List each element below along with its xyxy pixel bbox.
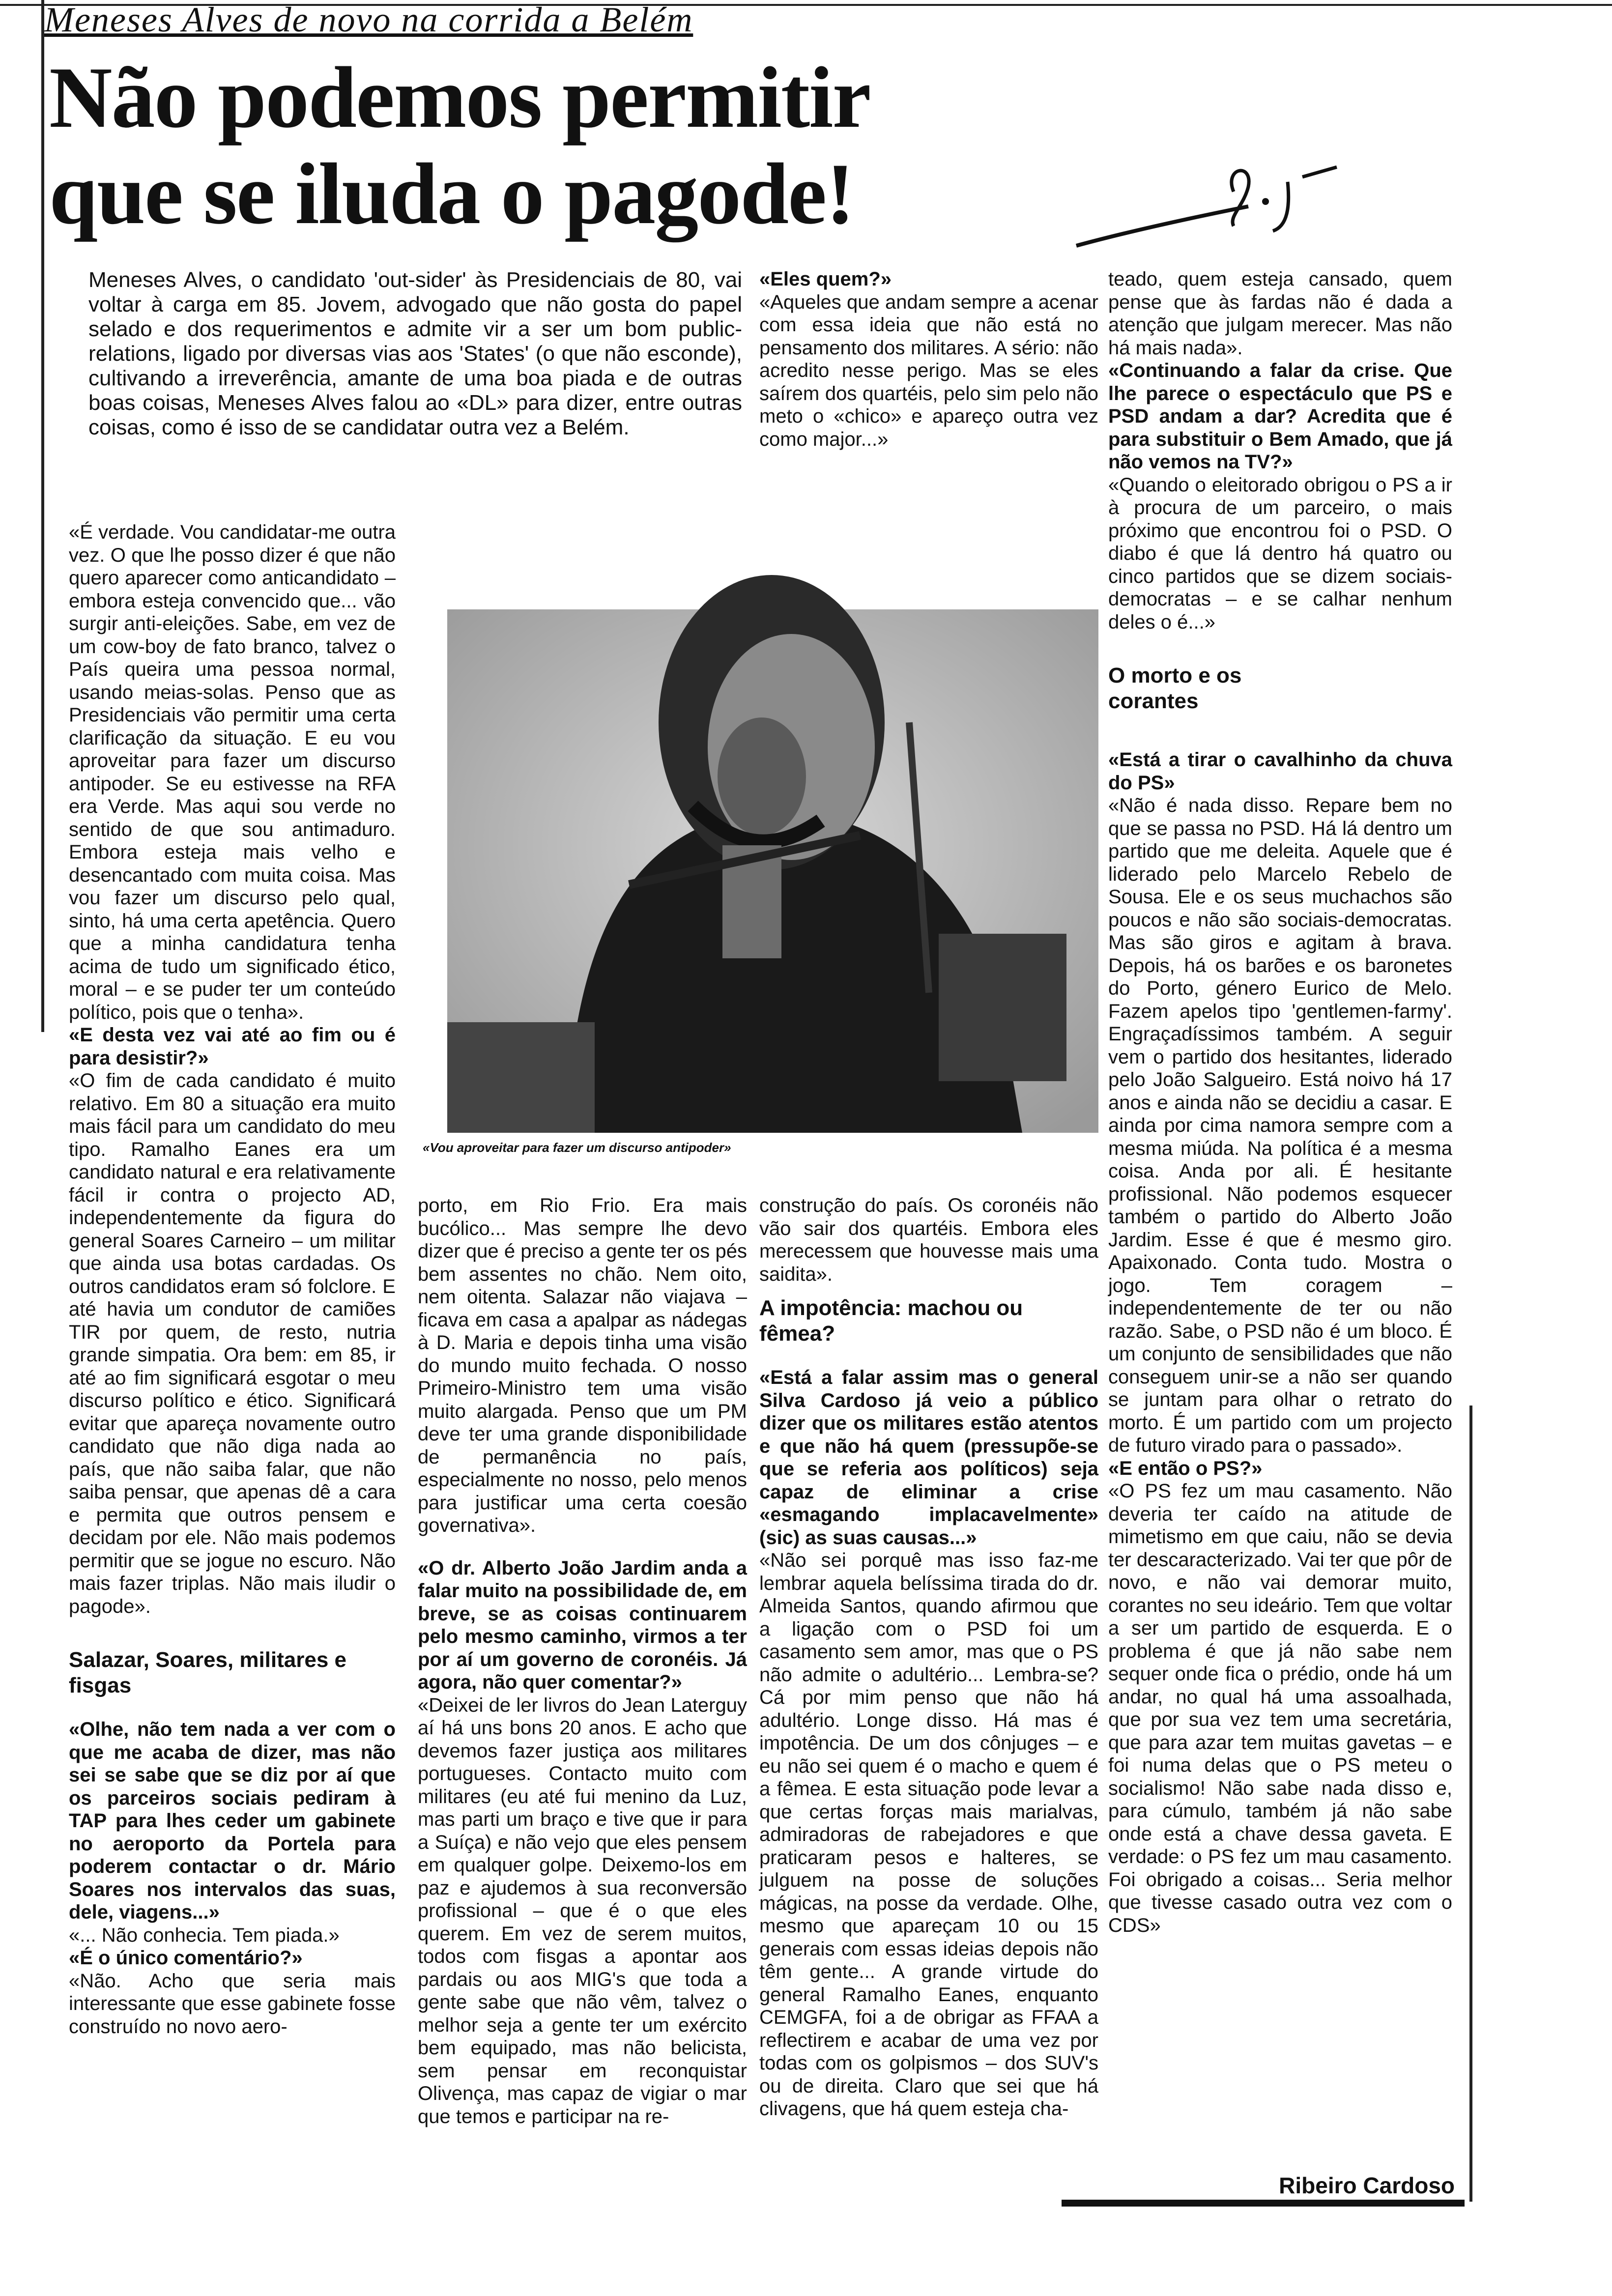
- paragraph: «Aqueles que andam sempre a acenar com essa ideia que não está no pensamento dos militares. A sério: não acredito nesse perigo. Mas se eles saírem dos quartéis, pelo sim pelo não meto o «chico» e apareço outra vez como major...»: [759, 291, 1098, 450]
- question: «Olhe, não tem nada a ver com o que me acaba de dizer, mas não sei se sabe que se diz por aí que os parceiros sociais pediram à TAP para lhes ceder um gabinete no aeroporto da Portela para poderem contactar o dr. Mário Soares nos intervalos das suas, dele, viagens...»: [69, 1719, 396, 1923]
- column-1: [69, 521, 396, 2038]
- paragraph: construção do país. Os coronéis não vão sair dos quartéis. Embora eles merecessem que houvesse mais uma saidita».: [759, 1195, 1098, 1285]
- headline-line-2: que se iluda o pagode!: [49, 145, 854, 242]
- left-rule: [41, 0, 44, 1032]
- column-4: [1108, 268, 1452, 1937]
- paragraph: porto, em Rio Frio. Era mais bucólico... Mas sempre lhe devo dizer que é preciso a gente ter os pés bem assentes no chão. Nem oito, nem oitenta. Salazar não viajava – ficava em casa a apalpar as nádegas à D. Maria e depois tinha uma visão do mundo muito fechada. O nosso Primeiro-Ministro tem uma visão muito alargada. Penso que um PM deve ter uma grande disponibilidade de permanência no país, especialmente no nosso, pelo menos para justificar uma certa coesão governativa».: [418, 1195, 747, 1536]
- question: «Está a tirar o cavalhinho da chuva do PS»: [1108, 749, 1452, 794]
- headline: [49, 49, 1180, 242]
- bottom-rule: [1062, 2200, 1465, 2207]
- question: «E então o PS?»: [1108, 1457, 1263, 1479]
- headline-line-1: Não podemos permitir: [49, 49, 870, 146]
- column-2: [418, 1194, 747, 2128]
- column-3-top: [759, 268, 1098, 451]
- paragraph: «Não sei porquê mas isso faz-me lembrar aquela belíssima tirada do dr. Almeida Santos, quando afirmou que a ligação com o PSD foi um casamento sem amor, mas que o PS não admite o adultério... Lembra-se? Cá por mim penso que não há adultério. Longe disso. Há mas é impotência. De um dos cônjuges – e eu não sei quem é o macho e quem é a fêmea. E esta situação pode levar a que certas forças mais marialvas, admiradoras de rabejadores e que praticaram pesos e halteres, se julguem na posse de soluções mágicas, na posse da verdade. Olhe, mesmo que apareçam 10 ou 15 generais com essas ideias depois não têm gente... A grande virtude do general Ramalho Eanes, enquanto CEMGFA, foi a de obrigar as FFAA a reflectirem e acabar de uma vez por todas com os golpismos – dos SUV's ou de direita. Claro que sei que há clivagens, que há quem esteja cha-: [759, 1550, 1098, 2120]
- paragraph: «É verdade. Vou candidatar-me outra vez. O que lhe posso dizer é que não quero aparecer como anticandidato – embora esteja convencido que... vão surgir anti-eleições. Sabe, em vez de um cow-boy de fato branco, talvez o País queira uma pessoa normal, usando meias-solas. Penso que as Presidenciais vão permitir uma certa clarificação da situação. E eu vou aproveitar para fazer um discurso antipoder. Se eu estivesse na RFA era Verde. Mas aqui sou verde no sentido de que sou antimaduro. Embora esteja mais velho e desencantado com muita coisa. Mas vou fazer um discurso pelo qual, sinto, há uma certa apetência. Quero que a minha candidatura tenha acima de tudo um significado ético, moral – e se puder ter um conteúdo político, pois que o tenha».: [69, 521, 396, 1023]
- paragraph: «Não é nada disso. Repare bem no que se passa no PSD. Há lá dentro um partido que me deleita. Aquele que é liderado pelo Marcelo Rebelo de Sousa. Ele e os seus muchachos são poucos e não são sociais-democratas. Mas são giros e agitam à brava. Depois, há os barões e os baronetes do Porto, género Eurico de Melo. Fazem apelos tipo 'gentlemen-farmy'. Engraçadíssimos também. A seguir vem o partido dos hesitantes, liderado pelo João Salgueiro. Está noivo há 17 anos e ainda não se decidiu a casar. E ainda por cima namora sempre com a mesma miúda. Na política é a mesma coisa. Anda por ali. É hesitante profissional. Não podemos esquecer também o partido do Alberto João Jardim. Esse é que é mesmo giro. Apaixonado. Conta tudo. Mostra o jogo. Tem coragem – independentemente de ter ou não razão. Sabe, o PSD não é um bloco. É um conjunto de sensibilidades que não conseguem unir-se a não ser quando se juntam para olhar o retrato do morto. É um partido com um projecto de futuro virado para o passado».: [1108, 795, 1452, 1456]
- byline: Ribeiro Cardoso: [1279, 2173, 1455, 2198]
- subheading: O morto e os corantes: [1108, 663, 1242, 713]
- paragraph: teado, quem esteja cansado, quem pense que às fardas não é dada a atenção que julgam merecer. Mas não há mais nada».: [1108, 268, 1452, 359]
- right-rule: [1469, 1406, 1472, 2202]
- handwritten-signature: [1071, 147, 1347, 260]
- paragraph: «Não. Acho que seria mais interessante que esse gabinete fosse construído no novo aero-: [69, 1970, 396, 2038]
- paragraph: «Quando o eleitorado obrigou o PS a ir à procura de um parceiro, o mais próximo que encontrou foi o PSD. O diabo é que lá dentro há quatro ou cinco partidos que se dizem sociais-democratas – e se calhar nenhum deles o é...»: [1108, 474, 1452, 633]
- photo-meneses-alves: [418, 501, 1098, 1133]
- question: «E desta vez vai até ao fim ou é para desistir?»: [69, 1024, 396, 1069]
- column-3-bottom: [759, 1194, 1098, 2121]
- question: «Eles quem?»: [759, 268, 892, 290]
- question: «O dr. Alberto João Jardim anda a falar muito na possibilidade de, em breve, se as coisas continuarem pelo mesmo caminho, virmos a ter por aí um governo de coronéis. Já agora, não quer comentar?»: [418, 1557, 747, 1693]
- photo-caption: «Vou aproveitar para fazer um discurso antipoder»: [423, 1140, 731, 1155]
- paragraph: «O PS fez um mau casamento. Não deveria ter caído na atitude de mimetismo em que caiu, não se devia ter descaracterizado. Vai ter que pôr de novo, e não vai demorar muito, corantes no seu ideário. Tem que voltar a ser um partido de esquerda. E o problema é que já não sabe nem sequer onde fica o prédio, onde há um andar, no qual há uma assoalhada, que por sua vez tem uma secretária, que para azar tem muitas gavetas – e foi numa delas que o PS meteu o socialismo! Não sabe nada disso e, para cúmulo, também já não sabe onde está a chave dessa gaveta. E verdade: o PS fez um mau casamento. Foi obrigado a coisas... Seria melhor que tivesse casado outra vez com o CDS»: [1108, 1480, 1452, 1936]
- kicker: Meneses Alves de novo na corrida a Belém: [44, 0, 693, 39]
- subheading: A impotência: machou ou fêmea?: [759, 1296, 1023, 1346]
- article-intro: Meneses Alves, o candidato 'out-sider' às Presidenciais de 80, vai voltar à carga em 85. Jovem, advogado que não gosta do papel selado e dos requerimentos e admite vir a ser um bom public-relations, ligado por diversas vias aos 'States' (o que não esconde), cultivando a irreverência, amante de uma boa piada e de outras boas coisas, Meneses Alves falou ao «DL» para dizer, entre outras coisas, como é isso de se candidatar outra vez a Belém.: [88, 268, 742, 439]
- question: «É o único comentário?»: [69, 1947, 303, 1969]
- paragraph: «O fim de cada candidato é muito relativo. Em 80 a situação era muito mais fácil para um candidato do meu tipo. Ramalho Eanes era um candidato natural e era relativamente fácil ir contra o projecto AD, independentemente da figura do general Soares Carneiro – um militar que ainda usa botas cardadas. Os outros candidatos eram só folclore. E até havia um condutor de camiões TIR por quem, de resto, nutria grande simpatia. Ora bem: em 85, ir até ao fim significará esgotar o meu discurso político e ético. Significará evitar que apareça novamente outro candidato que não diga nada ao país, que não saiba falar, que não saiba pensar, que apenas dê a cara e permita que outros pensem e decidam por ele. Não mais podemos permitir que se jogue no escuro. Não mais fazer triplas. Não mais iludir o pagode».: [69, 1070, 396, 1617]
- paragraph: «Deixei de ler livros do Jean Laterguy aí há uns bons 20 anos. E acho que devemos fazer justiça aos militares portugueses. Contacto muito com militares (eu até fui menino da Luz, mas parti um braço e tive que ir para a Suíça) e não vejo que eles pensem em qualquer golpe. Deixemo-los em paz e ajudemos à sua reconversão profissional – que é o que eles querem. Em vez de serem muitos, todos com fisgas a apontar aos pardais ou aos MIG's que toda a gente sabe que não vêm, talvez o melhor seja a gente ter um exército bem equipado, mas não belicista, sem pensar em reconquistar Olivença, mas capaz de vigiar o mar que temos e participar na re-: [418, 1694, 747, 2127]
- question: «Continuando a falar da crise. Que lhe parece o espectáculo que PS e PSD andam a dar? Acredita que é para substituir o Bem Amado, que já não vemos na TV?»: [1108, 360, 1452, 473]
- subheading: Salazar, Soares, militares e fisgas: [69, 1648, 347, 1697]
- question: «Está a falar assim mas o general Silva Cardoso já veio a público dizer que os militares estão atentos e que não há quem (pressupõe-se que se referia aos políticos) seja capaz de eliminar a crise «esmagando implacavelmente» (sic) as suas causas...»: [759, 1367, 1098, 1549]
- paragraph: «... Não conhecia. Tem piada.»: [69, 1924, 340, 1946]
